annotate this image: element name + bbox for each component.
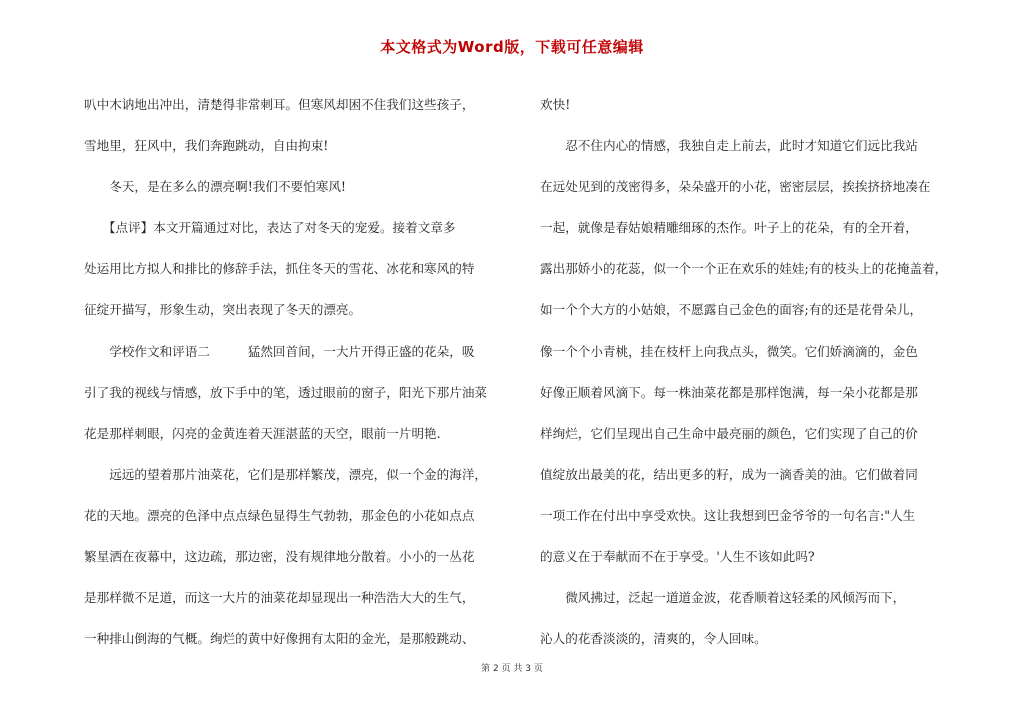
text-line: 微风拂过，泛起一道道金波，花香顺着这轻柔的风倾泻而下，: [540, 590, 906, 606]
right-column: [540, 84, 980, 659]
text-line: 一起，就像是春姑娘精雕细琢的杰作。叶子上的花朵，有的全开着，: [540, 220, 918, 236]
text-line: 一项工作在付出中享受欢快。这让我想到巴金爷爷的一句名言:"人生: [540, 507, 916, 523]
text-line: 处运用比方拟人和排比的修辞手法，抓住冬天的雪花、冰花和寒风的特: [84, 261, 475, 277]
text-line: 的意义在于奉献而不在于享受。'人生不该如此吗?: [540, 549, 815, 565]
left-column: [84, 84, 524, 659]
download-banner: 本文格式为Word版，下载可任意编辑: [380, 38, 644, 56]
text-line: 花的天地。漂亮的色泽中点点绿色显得生气勃勃，那金色的小花如点点: [84, 507, 475, 523]
text-line: 花是那样刺眼，闪亮的金黄连着天涯湛蓝的天空，眼前一片明艳.: [84, 425, 441, 441]
text-line: 繁星洒在夜幕中，这边疏，那边密，没有规律地分散着。小小的一丛花: [84, 549, 475, 565]
text-line: 引了我的视线与情感，放下手中的笔，透过眼前的窗子，阳光下那片油菜: [84, 384, 487, 400]
page-number: 第 2 页 共 3 页: [481, 664, 543, 674]
text-line: 样绚烂，它们呈现出自己生命中最亮丽的颜色，它们实现了自己的价: [540, 425, 918, 441]
text-line: 像一个个小青桃，挂在枝杆上向我点头，微笑。它们娇滴滴的，金色: [540, 343, 918, 359]
text-line: 沁人的花香淡淡的，清爽的，令人回味。: [540, 631, 767, 647]
text-line: 征绽开描写，形象生动，突出表现了冬天的漂亮。: [84, 302, 362, 318]
text-line: 露出那娇小的花蕊，似一个一个正在欢乐的娃娃;有的枝头上的花掩盖着，: [540, 261, 948, 277]
text-line: 好像正顺着风滴下。每一株油菜花都是那样饱满，每一朵小花都是那: [540, 384, 918, 400]
text-line: 一种排山倒海的气概。绚烂的黄中好像拥有太阳的金光，是那般跳动、: [84, 631, 475, 647]
text-line: 是那样微不足道，而这一大片的油菜花却显现出一种浩浩大大的生气，: [84, 590, 475, 606]
text-line: 如一个个大方的小姑娘，不愿露自己金色的面容;有的还是花骨朵儿，: [540, 302, 923, 318]
text-line: 忍不住内心的情感，我独自走上前去，此时才知道它们远比我站: [540, 138, 918, 154]
text-line: 学校作文和评语二 猛然回首间，一大片开得正盛的花朵，吸: [84, 343, 475, 359]
text-line: 在远处见到的茂密得多，朵朵盛开的小花，密密层层，挨挨挤挤地凑在: [540, 179, 931, 195]
text-line: 值绽放出最美的花，结出更多的籽，成为一滴香美的油。它们做着同: [540, 466, 918, 482]
text-line: 叭中木讷地出冲出，清楚得非常刺耳。但寒风却困不住我们这些孩子，: [84, 97, 475, 112]
text-line: 雪地里，狂风中，我们奔跑跳动，自由拘束!: [84, 138, 329, 154]
text-line: 远远的望着那片油菜花，它们是那样繁茂，漂亮，似一个金的海洋，: [84, 466, 487, 482]
text-line: 欢快!: [540, 97, 571, 112]
text-line: 冬天，是在多么的漂亮啊!我们不要怕寒风!: [84, 179, 346, 195]
text-line: 【点评】本文开篇通过对比，表达了对冬天的宠爱。接着文章多: [84, 220, 456, 236]
